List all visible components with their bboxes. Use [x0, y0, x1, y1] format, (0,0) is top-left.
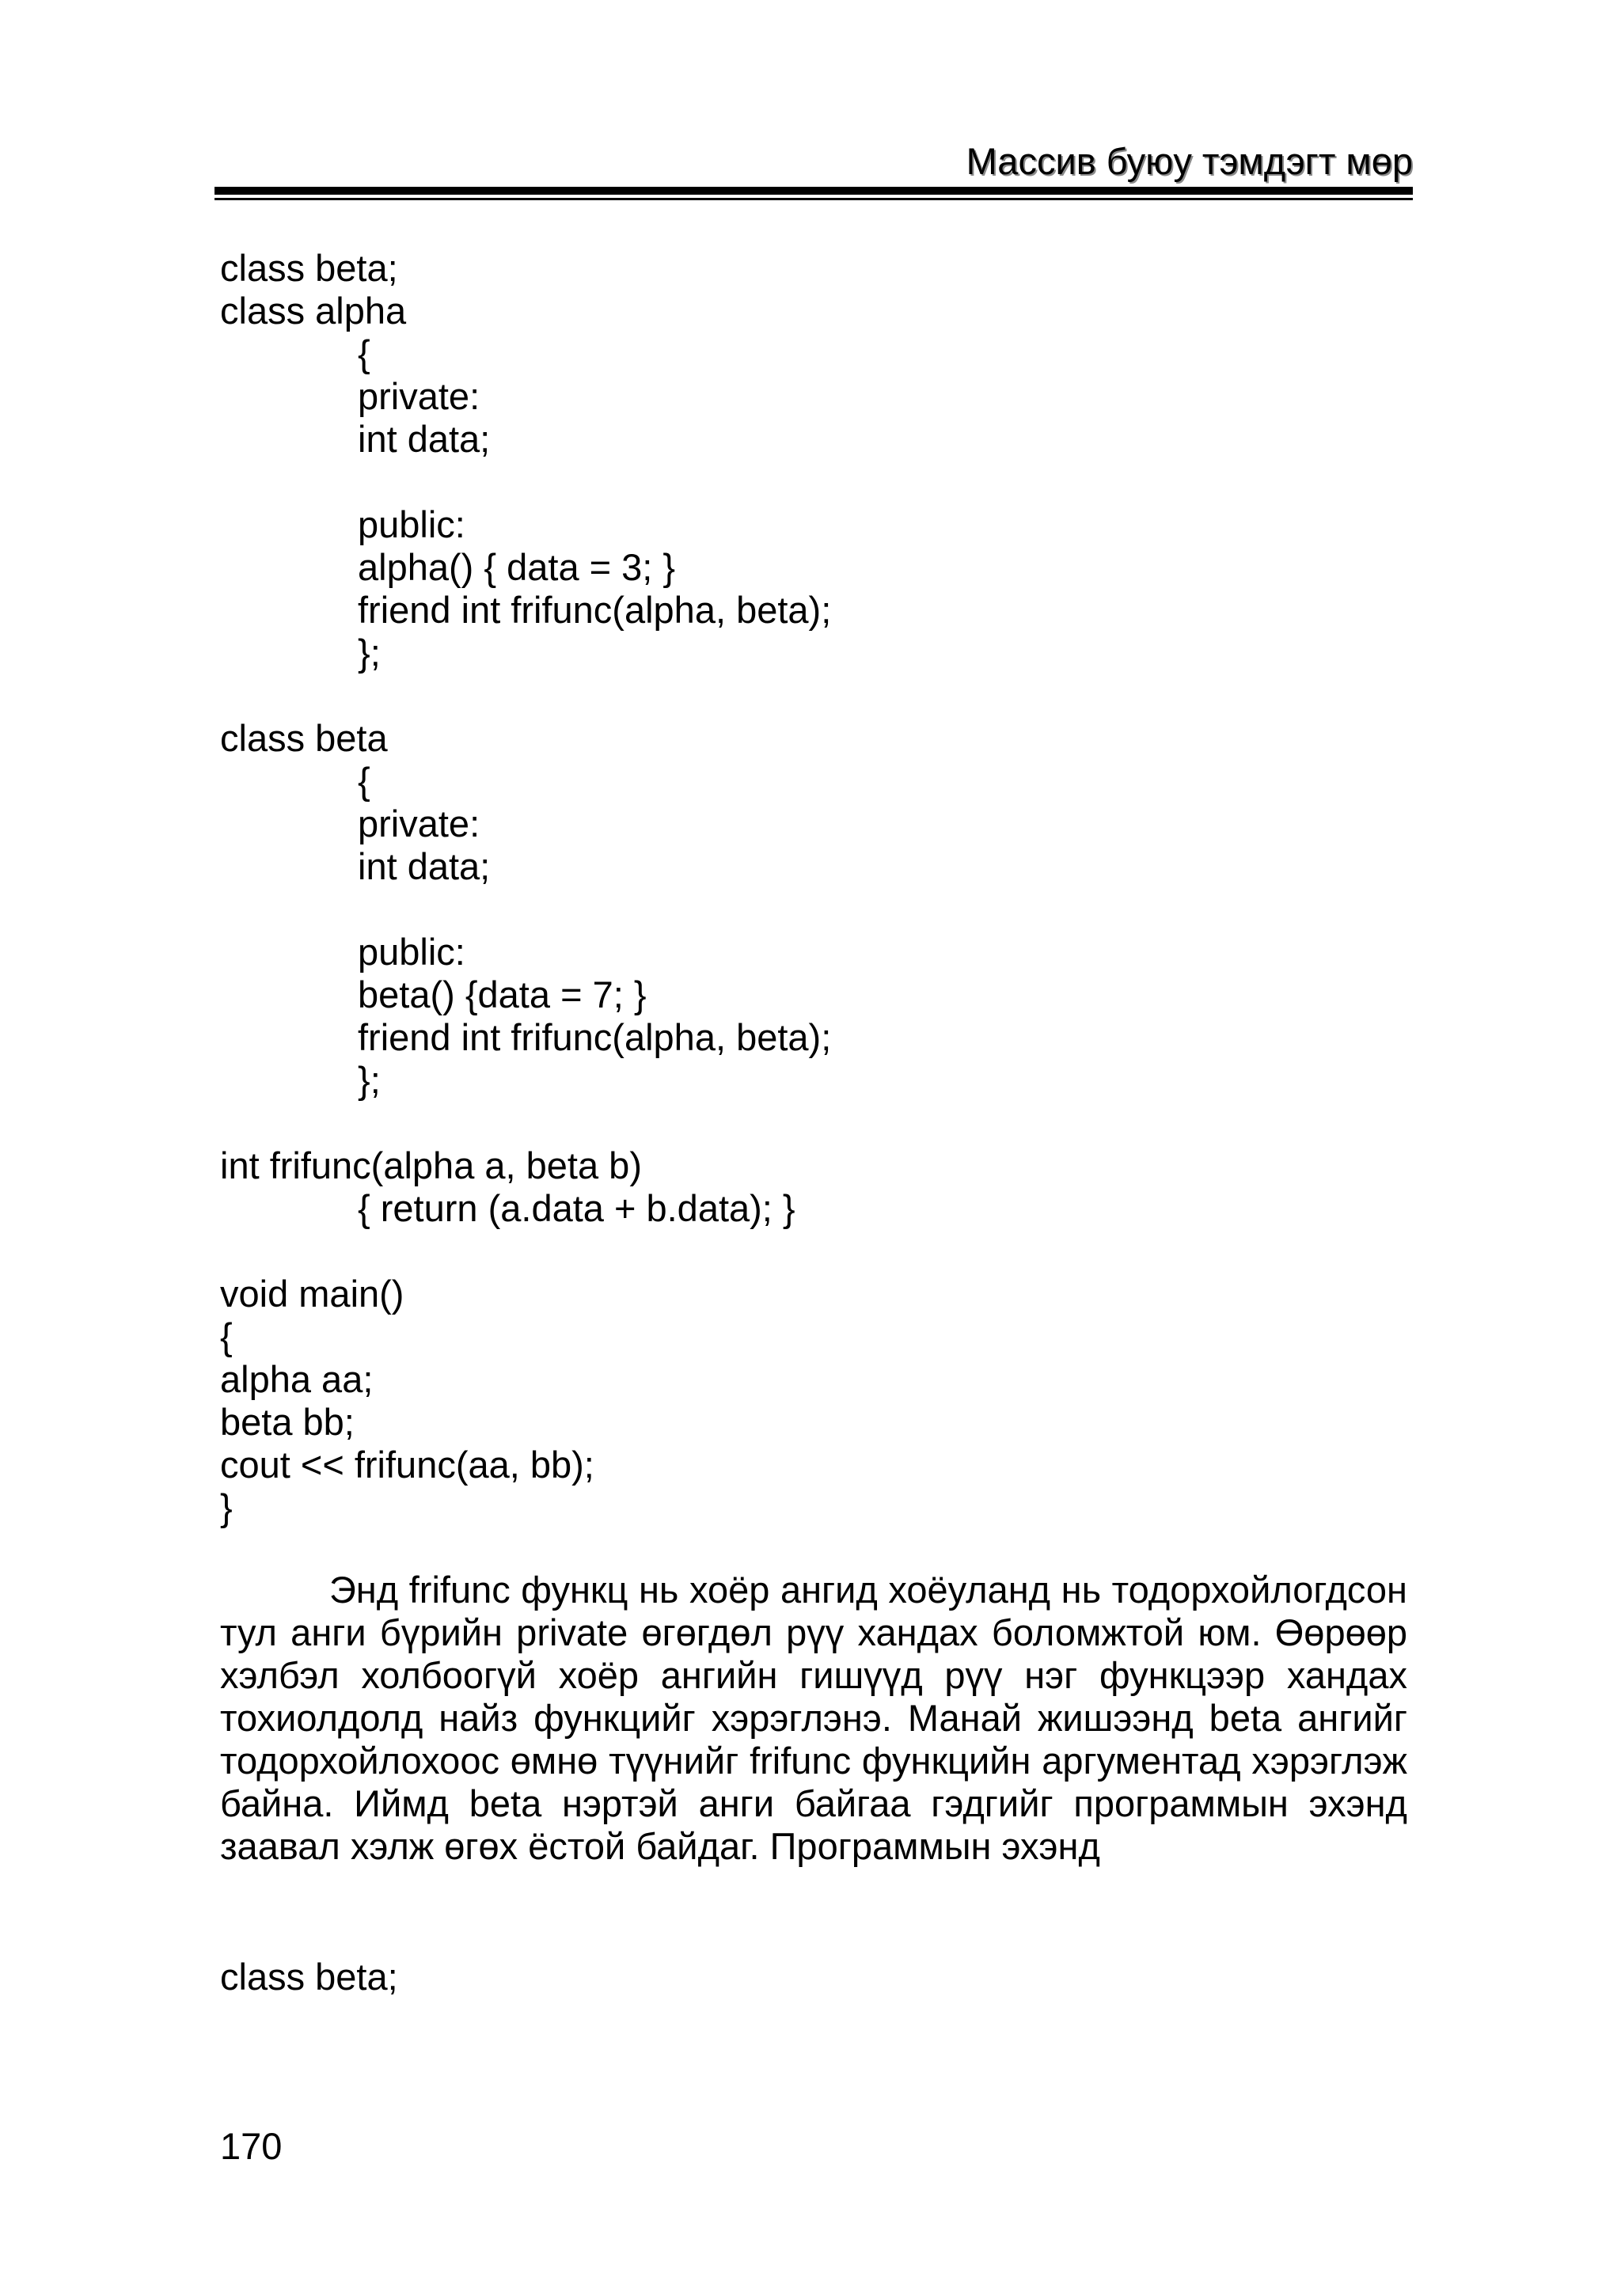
- code-line: {: [358, 332, 370, 374]
- code-line: friend int frifunc(alpha, beta);: [358, 589, 832, 631]
- code-line: int frifunc(alpha a, beta b): [220, 1144, 642, 1186]
- code-line: class beta: [220, 717, 388, 759]
- running-header: [214, 138, 1413, 185]
- code-line: private:: [358, 375, 480, 417]
- code-line: alpha aa;: [220, 1358, 374, 1400]
- code-line: { return (a.data + b.data); }: [358, 1187, 795, 1229]
- code-line: alpha() { data = 3; }: [358, 546, 676, 588]
- code-line: private:: [358, 803, 480, 844]
- code-line: [220, 461, 1407, 503]
- code-line: };: [358, 1059, 381, 1101]
- code-line: class alpha: [220, 290, 407, 332]
- code-line: beta bb;: [220, 1401, 355, 1443]
- code-line: [220, 1230, 1407, 1273]
- code-tail: class beta;: [220, 1956, 398, 1998]
- header-title: Массив буюу тэмдэгт мөр: [966, 140, 1413, 182]
- code-line: }: [220, 1486, 233, 1528]
- code-line: {: [220, 1315, 233, 1357]
- code-line: {: [358, 760, 370, 802]
- code-line: friend int frifunc(alpha, beta);: [358, 1016, 832, 1058]
- code-line: };: [358, 632, 381, 674]
- code-line: void main(): [220, 1273, 404, 1315]
- body-paragraph: Энд frifunc функц нь хоёр ангид хоёуланд нь тодорхойлогдсон тул анги бүрийн private өгөгдөл рүү хандах боломжтой юм. Өөрөөр хэлбэл холбоогүй хоёр ангийн гишүүд рүү нэг функцээр хандах тохиолдолд найз функцийг хэрэглэнэ. Манай жишээнд beta ангийг тодорхойлохоос өмнө түүнийг frifunc функцийн аргументад хэрэглэж байна. Иймд beta нэртэй анги байгаа гэдгийг программын эхэнд заавал хэлж өгөх ёстой байдаг. Программын эхэнд: [220, 1569, 1407, 1867]
- page-number: 170: [220, 2125, 283, 2167]
- header-rule-thin: [214, 198, 1413, 200]
- header-rule-thick: [214, 187, 1413, 195]
- code-line: int data;: [358, 845, 491, 887]
- code-line: cout << frifunc(aa, bb);: [220, 1444, 594, 1486]
- code-line: [220, 674, 1407, 717]
- code-line: public:: [358, 931, 465, 973]
- code-line: beta() {data = 7; }: [358, 973, 647, 1015]
- code-line: int data;: [358, 418, 491, 460]
- code-line: public:: [358, 503, 465, 545]
- code-line: [220, 888, 1407, 931]
- code-listing: [220, 247, 1407, 1529]
- code-line: class beta;: [220, 247, 398, 289]
- code-line: [220, 1102, 1407, 1144]
